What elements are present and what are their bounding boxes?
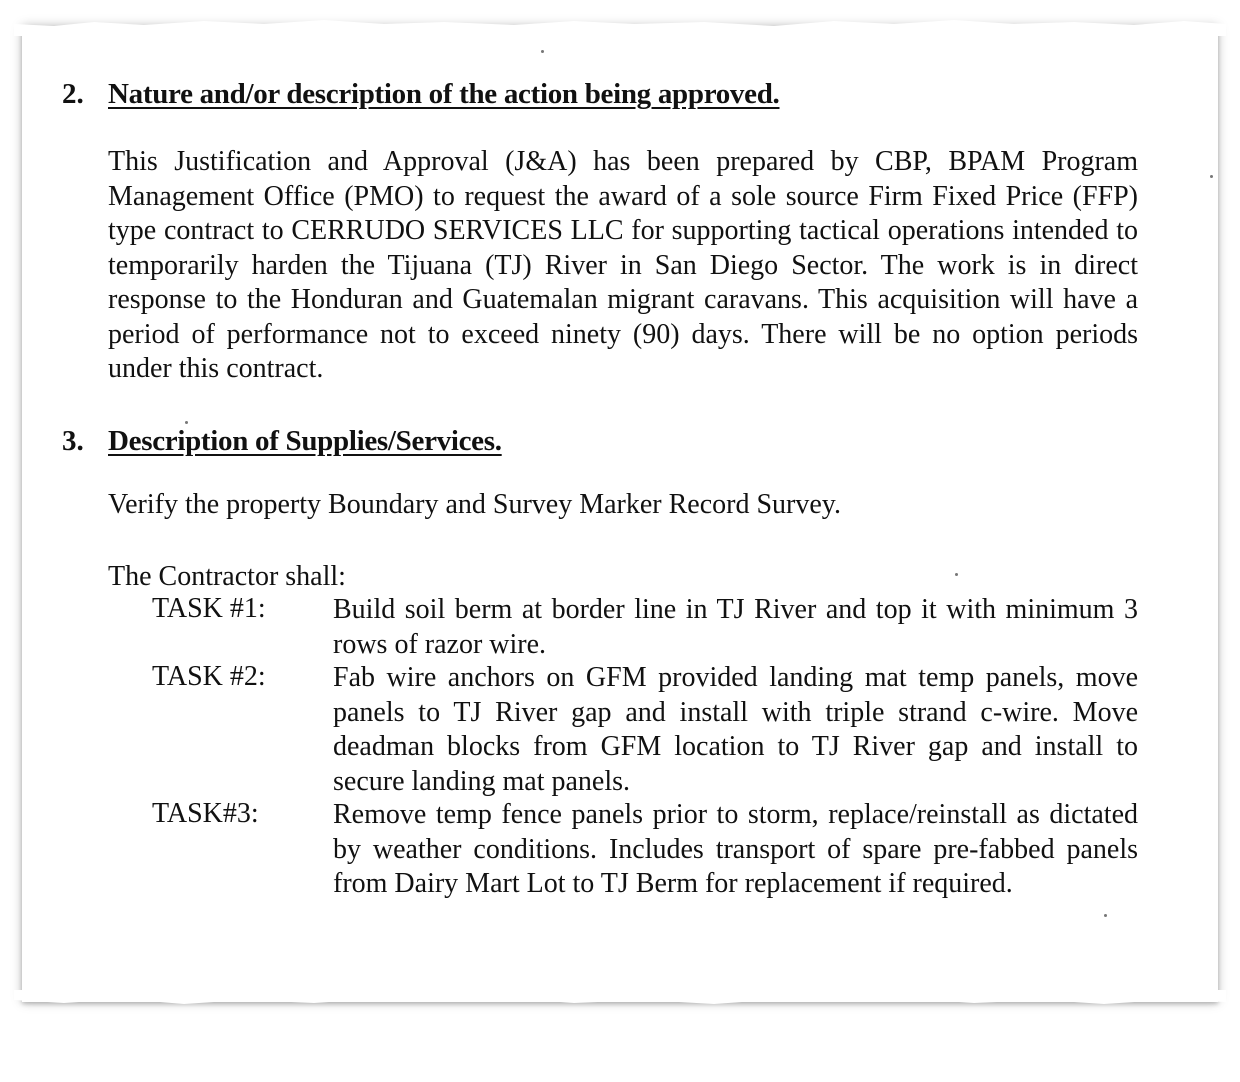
- scan-speck: [185, 421, 188, 424]
- section-3-number: 3.: [62, 425, 84, 457]
- section-3-heading: [108, 425, 502, 458]
- section-3-title: Description of Supplies/Services.: [108, 425, 502, 457]
- contractor-lead: The Contractor shall:: [108, 561, 346, 592]
- scan-speck: [1104, 914, 1107, 917]
- section-2-title: Nature and/or description of the action being approved.: [108, 78, 780, 110]
- scan-speck: [1210, 175, 1213, 178]
- section-2-body: This Justification and Approval (J&A) has been prepared by CBP, BPAM Program Management Office (PMO) to request the award of a sole source Firm Fixed Price (FFP) type contract to CERRUDO SERVICES LLC for supporting tactical operations intended to temporarily harden the Tijuana (TJ) River in San Diego Sector. The work is in direct response to the Honduran and Guatemalan migrant caravans. This acquisition will have a period of performance not to exceed ninety (90) days. There will be no option periods under this contract.: [108, 146, 1138, 384]
- task-2-label: TASK #2:: [152, 661, 266, 692]
- section-3-intro: Verify the property Boundary and Survey Marker Record Survey.: [108, 489, 841, 520]
- task-3-text: Remove temp fence panels prior to storm, replace/reinstall as dictated by weather conditions. Includes transport of spare pre-fabbed panels from Dairy Mart Lot to TJ Berm for replacement if required.: [333, 799, 1138, 899]
- scan-speck: [541, 50, 544, 53]
- scan-speck: [955, 573, 958, 576]
- task-2-text: Fab wire anchors on GFM provided landing mat temp panels, move panels to TJ River gap and install with triple strand c-wire. Move deadman blocks from GFM location to TJ River gap and install to secure landing mat panels.: [333, 662, 1138, 797]
- section-2-heading: [108, 78, 780, 111]
- section-2-number: 2.: [62, 78, 84, 110]
- task-1-label: TASK #1:: [152, 593, 266, 624]
- task-3-label: TASK#3:: [152, 798, 259, 829]
- task-1-text: Build soil berm at border line in TJ River and top it with minimum 3 rows of razor wire.: [333, 594, 1138, 660]
